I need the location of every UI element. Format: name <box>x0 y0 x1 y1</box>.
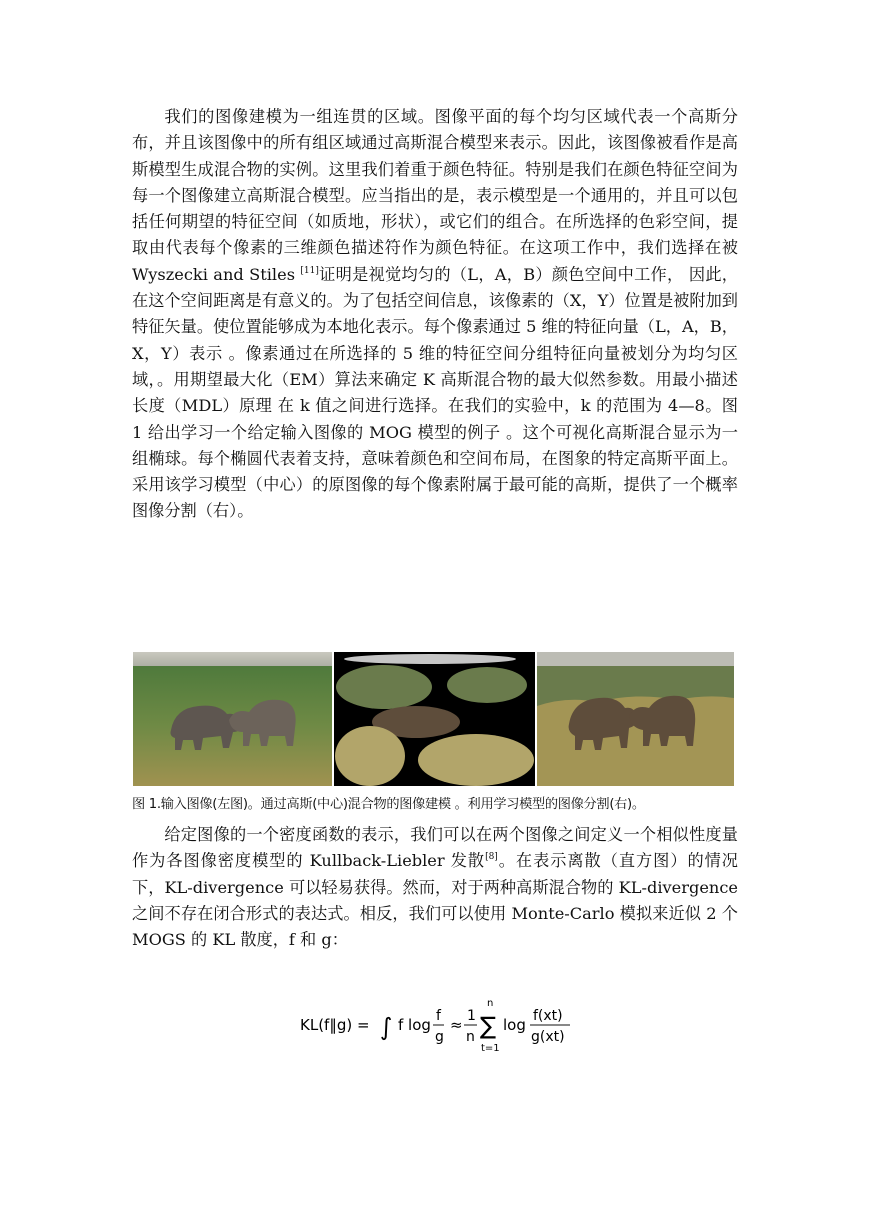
one-over-n-num: 1 <box>467 1008 476 1024</box>
paragraph-2-text-b: 。在表示离散（直方图）的情况下，KL-divergence 可以轻易获得。然而，对于两种高斯混合物的 KL-divergence 之间不存在闭合形式的表达式。相反，我们可以使用 Monte-Carlo 模拟来近似 2 个 MOGS 的 KL 散度，f 和 g： <box>132 851 738 950</box>
paragraph-1-text-b: 证明是视觉均匀的（L，A，B）颜色空间中工作， 因此，在这个空间距离是有意义的。为了包括空间信息，该像素的（X，Y）位置是被附加到特征矢量。使位置能够成为本地化表示。每个像素通过 5 维的特征向量（L，A，B，X，Y）表示 。像素通过在所选择的 5 维的特征空间分组特征向量被划分为均匀区域，。用期望最大化（EM）算法来确定 K 高斯混合物的最大似然参数。用最小描述长度（MDL）原理 在 k 值之间进行选择。在我们的实验中，k 的范围为 4—8。图 1 给出学习一个给定输入图像的 MOG 模型的例子 。这个可视化高斯混合显示为一组椭球。每个椭圆代表着支持，意味着颜色和空间布局，在图象的特定高斯平面上。采用该学习模型（中心）的原图像的每个像素附属于最可能的高斯，提供了一个概率图像分割（右）。 <box>132 264 738 521</box>
approx-symbol: ≈ <box>450 1016 463 1034</box>
ellipsoid-tan-right <box>418 734 534 786</box>
paragraph-1-text-a: 我们的图像建模为一组连贯的区域。图像平面的每个均匀区域代表一个高斯分布，并且该图像中的所有组区域通过高斯混合模型来表示。因此，该图像被看作是高斯模型生成混合物的实例。这里我们着重于颜色特征。特别是我们在颜色特征空间为每一个图像建立高斯混合模型。应当指出的是，表示模型是一个通用的，并且可以包括任何期望的特征空间（如质地，形状），或它们的组合。在所选择的色彩空间，提取由代表每个像素的三维颜色描述符作为颜色特征。在这项工作中，我们选择在被 Wyszecki and Stiles <box>132 107 738 284</box>
frac-den-g: g <box>435 1029 444 1045</box>
sum-lower: t=1 <box>481 1043 500 1054</box>
paragraph-2 <box>132 822 738 953</box>
paragraph-1 <box>132 104 738 525</box>
seg-sky <box>537 652 734 668</box>
ellipsoid-sky <box>344 654 516 664</box>
integral-symbol: ∫ <box>380 1013 393 1041</box>
one-over-n-den: n <box>466 1029 475 1045</box>
formula-f-log: f log <box>398 1016 431 1034</box>
formula-log: log <box>503 1016 526 1034</box>
ellipsoid-green-left <box>336 665 432 709</box>
ellipsoid-green-right <box>447 667 527 703</box>
figure-caption: 图 1.输入图像(左图)。通过高斯(中心)混合物的图像建模 。利用学习模型的图像分割(右)。 <box>132 797 645 812</box>
sum-upper: n <box>487 998 494 1009</box>
citation-8[interactable]: [8] <box>485 852 498 863</box>
gaussian-mixture-image <box>334 652 536 786</box>
kl-formula <box>300 996 580 1056</box>
formula-lhs: KL(f‖g) = <box>300 1016 370 1034</box>
paragraph-2-text-a: 给定图像的一个密度函数的表示，我们可以在两个图像之间定义一个相似性度量作为各图像密度模型的 Kullback-Liebler 发散 <box>132 825 738 871</box>
frac-num-fx: f(xt) <box>533 1008 563 1024</box>
sky-region <box>133 652 332 668</box>
sum-symbol: ∑ <box>480 1012 497 1040</box>
input-image <box>133 652 332 786</box>
segmentation-image <box>537 652 734 786</box>
ellipsoid-tan-left <box>335 726 405 786</box>
frac-den-gx: g(xt) <box>531 1029 565 1045</box>
figure-1 <box>133 652 734 786</box>
frac-num-f: f <box>436 1008 441 1024</box>
citation-11[interactable]: [11] <box>300 265 319 276</box>
